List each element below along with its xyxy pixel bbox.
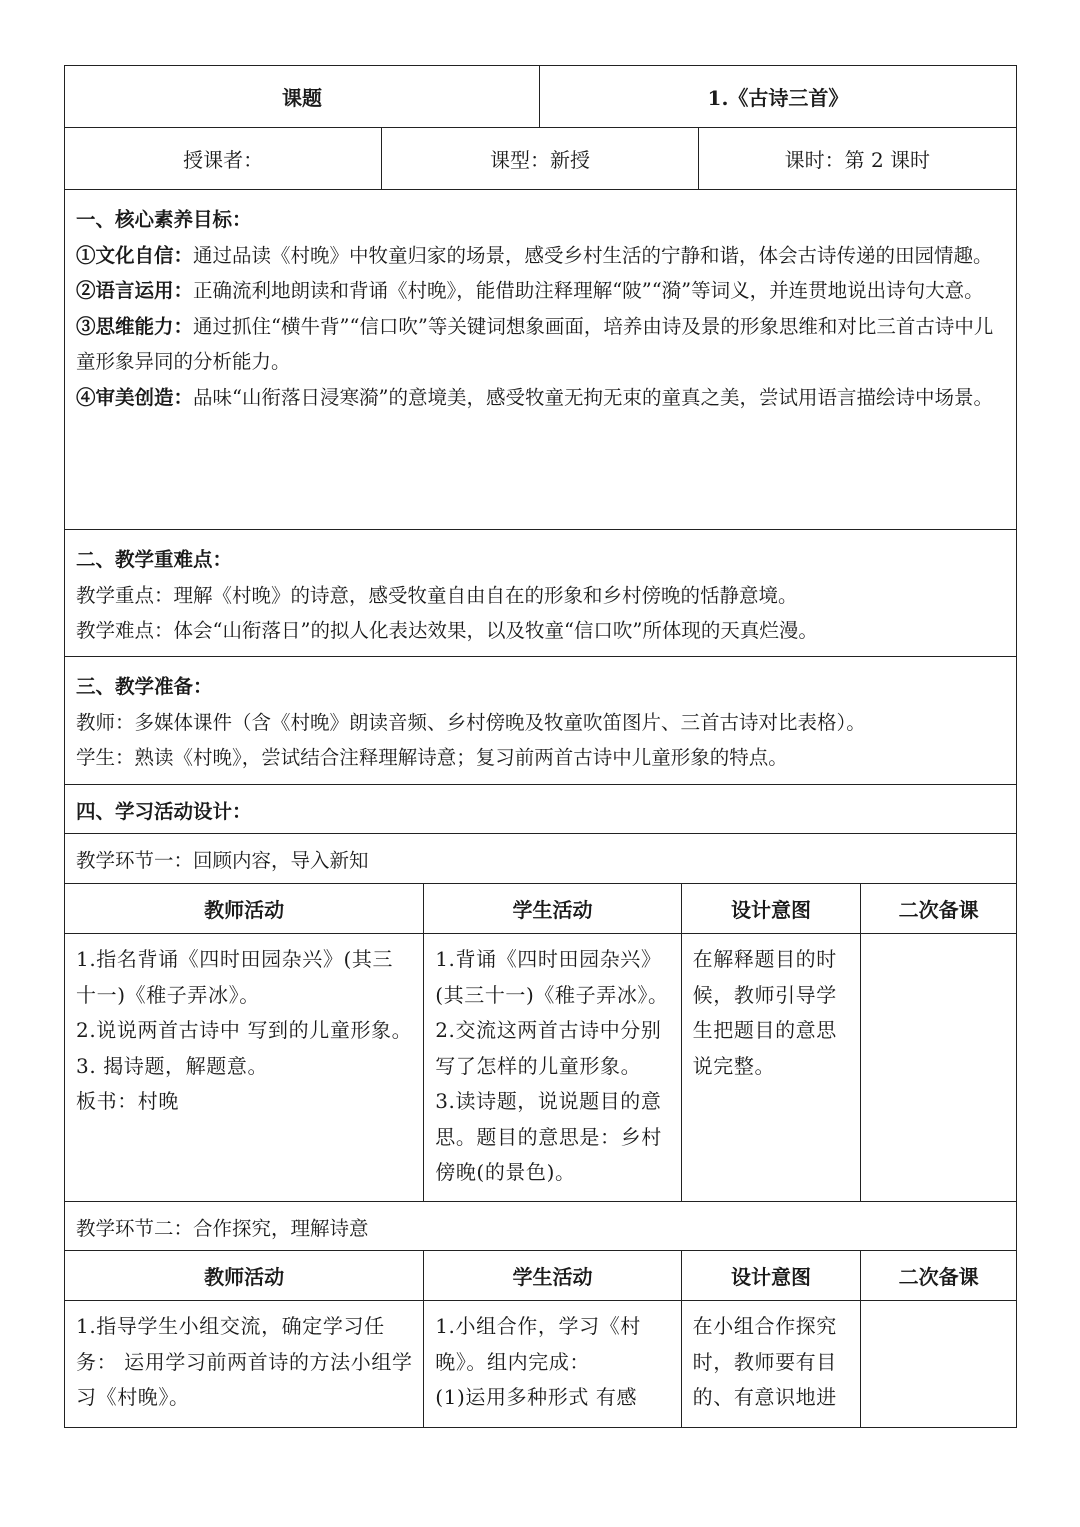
stage-two-body [64, 1301, 1017, 1428]
stage-two-second-prep [860, 1301, 1016, 1427]
stage-one-body [64, 934, 1017, 1202]
preparation-section [64, 657, 1017, 785]
column-header-student: 学生活动 [423, 1251, 680, 1300]
teaching-focus: 教学重点：理解《村晚》的诗意，感受牧童自由自在的形象和乡村傍晚的恬静意境。 [76, 583, 798, 607]
stage-one-row [64, 834, 1017, 884]
key-points-section [64, 530, 1017, 657]
stage-two-teacher-activity: 1.指导学生小组交流，确定学习任务： 运用学习前两首诗的方法小组学习《村晚》。 [76, 1314, 413, 1409]
stage-two-row [64, 1202, 1017, 1251]
activities-heading: 四、学习活动设计： [76, 799, 252, 823]
stage-one-teacher-activity: 1.指名背诵《四时田园杂兴》(其三十一)《稚子弄冰》。 2.说说两首古诗中 写到的儿童形象。 3. 揭诗题，解题意。 板书：村晚 [76, 947, 413, 1113]
column-header-row [64, 1251, 1017, 1301]
stage-one-second-prep [860, 934, 1016, 1201]
column-header-intent: 设计意图 [681, 1251, 861, 1300]
key-points-heading: 二、教学重难点： [76, 548, 233, 571]
activities-heading-row [64, 785, 1017, 834]
column-header-student: 学生活动 [423, 884, 680, 933]
teaching-difficulty: 教学难点：体会“山衔落日”的拟人化表达效果，以及牧童“信口吹”所体现的天真烂漫。 [76, 619, 818, 642]
teacher-label: 授课者： [183, 148, 264, 172]
stage-two-design-intent: 在小组合作探究时，教师要有目的、有意识地进 [681, 1301, 861, 1427]
goal-item: ④审美创造：品味“山衔落日浸寒漪”的意境美，感受牧童无拘无束的童真之美，尝试用语言描绘诗中场景。 [76, 385, 993, 409]
stage-one-title: 教学环节一：回顾内容，导入新知 [76, 848, 369, 872]
goal-item: ①文化自信：通过品读《村晚》中牧童归家的场景，感受乡村生活的宁静和谐，体会古诗传递的田园情趣。 [76, 243, 993, 267]
student-preparation: 学生：熟读《村晚》，尝试结合注释理解诗意；复习前两首古诗中儿童形象的特点。 [76, 746, 788, 769]
column-header-intent: 设计意图 [681, 884, 861, 933]
preparation-heading: 三、教学准备： [76, 675, 213, 698]
stage-one-design-intent: 在解释题目的时候，教师引导学生把题目的意思说完整。 [681, 934, 861, 1201]
column-header-teacher: 教师活动 [204, 898, 285, 922]
info-row [64, 128, 1017, 190]
lesson-type: 课型：新授 [381, 128, 697, 189]
goals-heading: 一、核心素养目标： [76, 208, 252, 231]
stage-two-title: 教学环节二：合作探究，理解诗意 [76, 1216, 369, 1240]
topic-value: 1.《古诗三首》 [539, 66, 1016, 127]
column-header-second-prep: 二次备课 [860, 884, 1016, 933]
topic-label: 课题 [282, 86, 322, 110]
goal-item: ③思维能力：通过抓住“横牛背”“信口吹”等关键词想象画面，培养由诗及景的形象思维和对比三首古诗中儿童形象异同的分析能力。 [76, 314, 994, 373]
teacher-preparation: 教师：多媒体课件（含《村晚》朗读音频、乡村傍晚及牧童吹笛图片、三首古诗对比表格）。 [76, 710, 866, 734]
lesson-time: 课时：第 2 课时 [698, 128, 1016, 189]
column-header-teacher: 教师活动 [204, 1265, 285, 1289]
stage-one-student-activity: 1.背诵《四时田园杂兴》(其三十一)《稚子弄冰》。 2.交流这两首古诗中分别写了怎样的儿童形象。 3.读诗题，说说题目的意思。题目的意思是：乡村傍晚(的景色)。 [423, 934, 680, 1201]
lesson-plan-table [64, 65, 1017, 1428]
goals-section [64, 190, 1017, 530]
column-header-second-prep: 二次备课 [860, 1251, 1016, 1300]
column-header-row [64, 884, 1017, 934]
topic-row [64, 65, 1017, 128]
goal-item: ②语言运用：正确流利地朗读和背诵《村晚》，能借助注释理解“陂”“漪”等词义，并连贯地说出诗句大意。 [76, 279, 984, 302]
stage-two-student-activity: 1.小组合作，学习《村晚》。组内完成： (1)运用多种形式 有感 [423, 1301, 680, 1427]
